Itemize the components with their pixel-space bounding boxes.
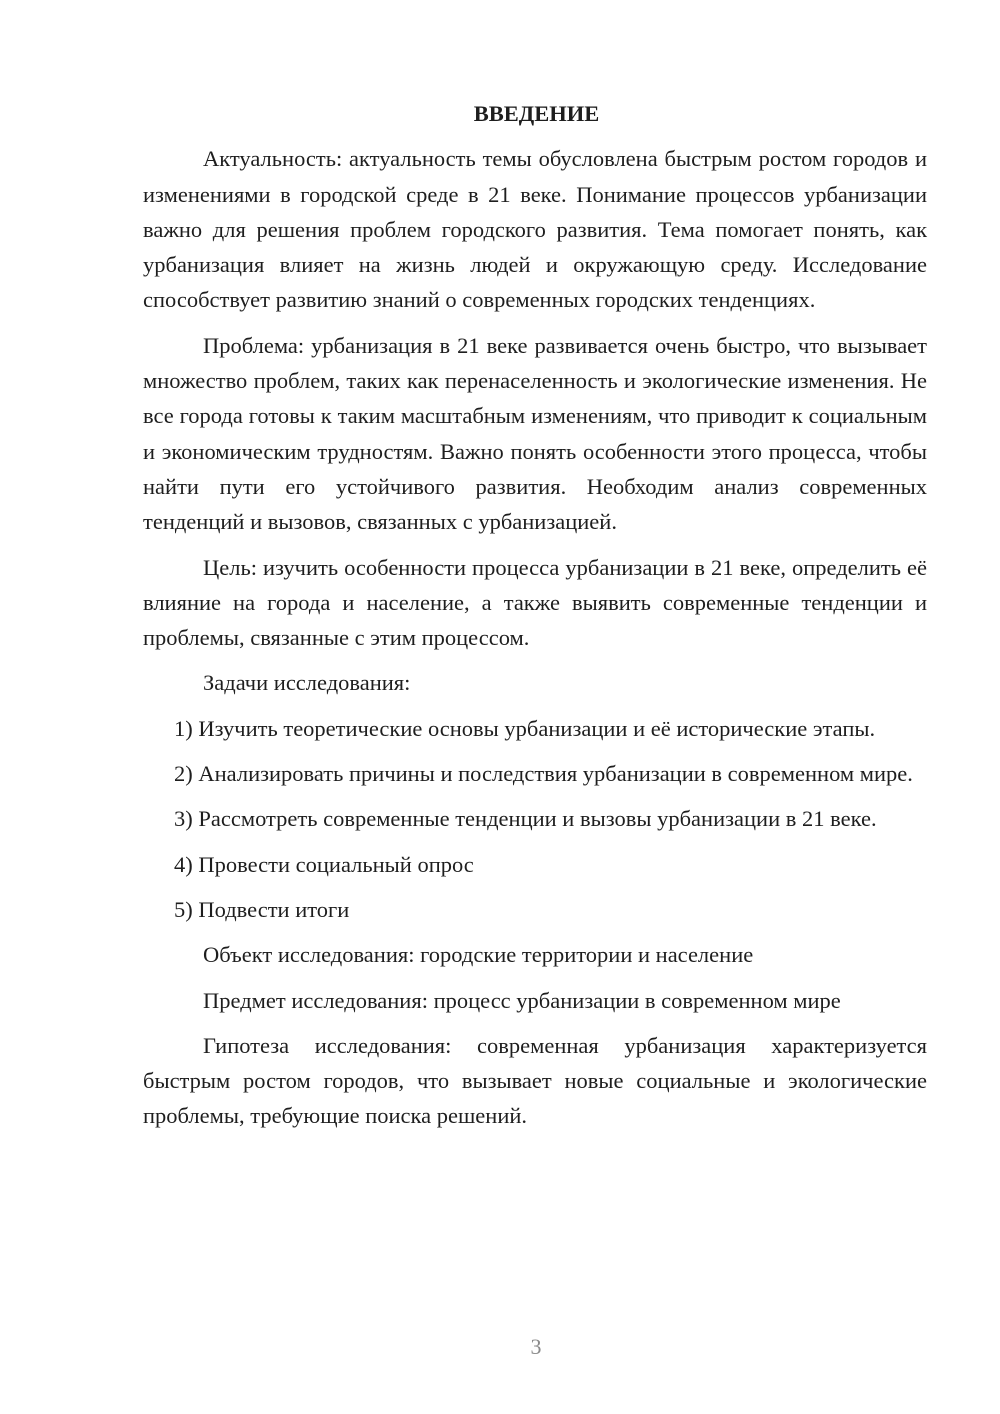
page-content [143,96,927,1144]
goal-paragraph: Цель: изучить особенности процесса урбанизации в 21 веке, определить её влияние на города и население, а также выявить современные тенденции и проблемы, связанные с этим процессом. [143,554,927,651]
relevance-paragraph: Актуальность: актуальность темы обусловлена быстрым ростом городов и изменениями в городской среде в 21 веке. Понимание процессов урбанизации важно для решения проблем городского развития. Тема помогает понять, как урбанизация влияет на жизнь людей и окружающую среду. Исследование способствует развитию знаний о современных городских тенденциях. [143,146,927,313]
tasks-heading: Задачи исследования: [203,670,411,696]
research-object: Объект исследования: городские территории и население [203,942,754,968]
research-hypothesis: Гипотеза исследования: современная урбанизация характеризуется быстрым ростом городов, что вызывает новые социальные и экологические проблемы, требующие поиска решений. [143,1032,927,1129]
problem-paragraph: Проблема: урбанизация в 21 веке развивается очень быстро, что вызывает множество проблем, таких как перенаселенность и экологические изменения. Не все города готовы к таким масштабным изменениям, что приводит к социальным и экономическим трудностям. Важно понять особенности этого процесса, чтобы найти пути его устойчивого развития. Необходим анализ современных тенденций и вызовов, связанных с урбанизацией. [143,332,927,535]
page-number: 3 [530,1334,542,1359]
task-item: 2) Анализировать причины и последствия урбанизации в современном мире. [174,761,913,787]
research-subject: Предмет исследования: процесс урбанизации в современном мире [203,987,841,1013]
page-title: ВВЕДЕНИЕ [473,101,600,126]
task-item: 4) Провести социальный опрос [174,851,474,877]
task-item: 5) Подвести итоги [174,896,350,922]
task-item: 1) Изучить теоретические основы урбанизации и её исторические этапы. [174,715,876,741]
task-item: 3) Рассмотреть современные тенденции и вызовы урбанизации в 21 веке. [174,806,877,832]
